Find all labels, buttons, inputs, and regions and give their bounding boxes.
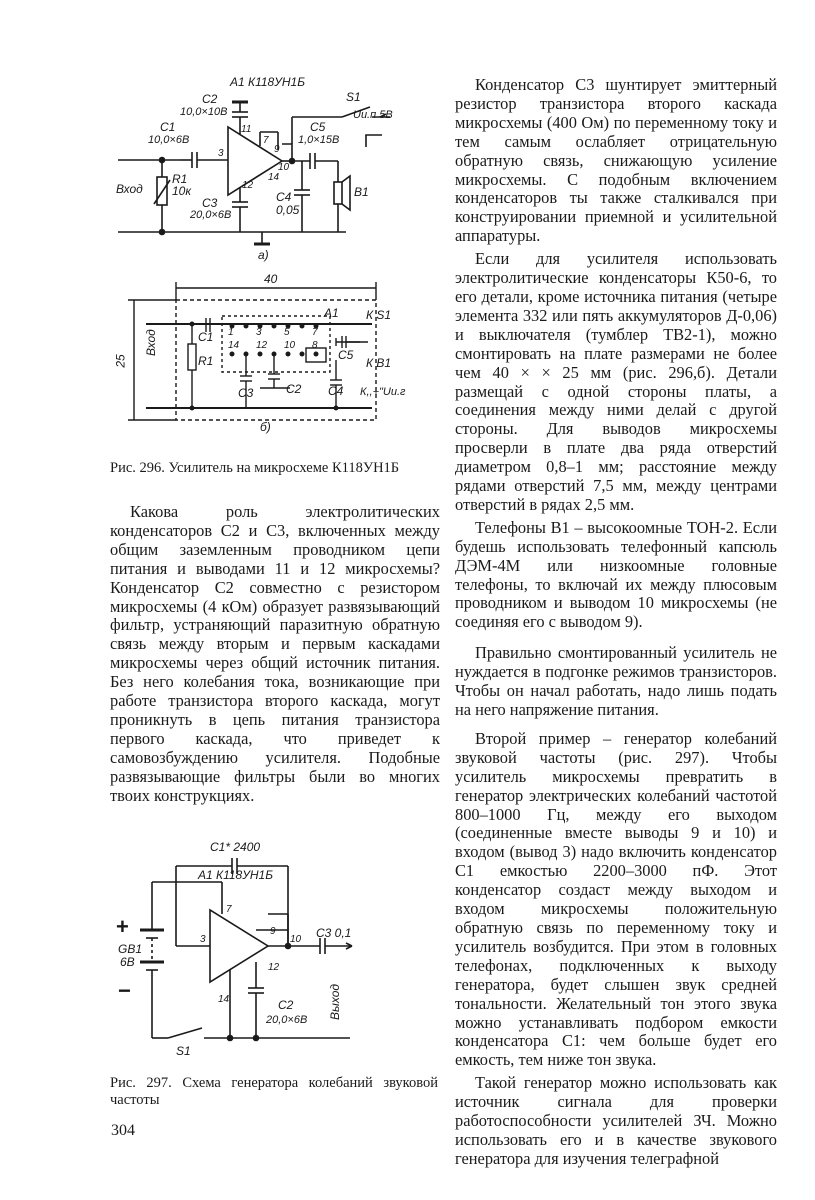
fig296b-labels: 40 25 Вход С1 А1 К S1 R1 С5 К В1 С3 С2 С4 К,,+"Uи.г б) 1 3 5 7 14 12 10 8 bbox=[113, 272, 406, 434]
figure-297-caption: Рис. 297. Схема генератора колебаний звуковой частоты bbox=[110, 1075, 438, 1108]
chip-label: А1 К118УН1Б bbox=[198, 868, 274, 882]
paragraph: Второй пример – генератор колебаний звуковой частоты (рис. 297). Чтобы усилитель микросхемы превратить в генератор электрических колебаний частотой 800–1000 Гц, между его выходом (соединенные вместе выводы 9 и 10) и входом (вывод 3) надо включить конденсатор С1 емкостью 2200–3000 пФ. Этот конденсатор создаст между выходом и входом микросхемы положительную обратную связь по переменному току и усилитель возбудится. При этом в головных телефонах, подключенных к выходу генератора, будет слышен звук средней тональности. Желательный тон этого звука можно устанавливать подбором емкости конденсатора С1: чем больше будет его емкость, тем ниже тон звука. bbox=[455, 728, 777, 1070]
paragraph: Конденсатор С3 шунтирует эмиттерный резистор транзистора второго каскада микросхемы (400 Ом) по переменному току и тем самым ослабляет отрицательную обратную связь, снижающую усиление микросхемы. С подобным включением конденсаторов ты также сталкивался при конструировании приемной и усилительной аппаратуры. bbox=[455, 75, 777, 246]
page-number: 304 bbox=[111, 1122, 135, 1139]
figure-296-caption: Рис. 296. Усилитель на микросхеме К118УН1Б bbox=[110, 460, 400, 476]
paragraph: Какова роль электролитических конденсаторов С2 и С3, включенных между общим заземленным проводником цепи питания и выводами 11 и 12 микросхемы? Конденсатор С2 совместно с резистором микросхемы (4 кОм) образует развязывающий фильтр, устраняющий паразитную обратную связь между вторым и первым каскадами микросхемы через общий источник питания. Без него колебания тока, возникающие при работе транзистора второго каскада, могут проникнуть в цепь питания транзистора первого каскада, что приведет к самовозбуждению усилителя. Подобные развязывающие фильтры были во многих твоих конструкциях. bbox=[110, 502, 440, 805]
input-label: Вход bbox=[116, 182, 143, 196]
left-column-text bbox=[110, 503, 440, 806]
fig296a-labels: А1 К118УН1Б С2 10,0×10В С1 10,0×6В S1 С5 1,0×15В Uи.п 5В Вход R1 10к С4 0,05 В1 С3 20,0×6В а) 11 7 9 3 10 14 12 bbox=[116, 75, 393, 262]
paragraph: Телефоны В1 – высокоомные ТОН-2. Если будешь использовать телефонный капсюль ДЭМ-4М или низкоомные головные телефоны, то включай их между плюсовым проводником и выводом 10 микросхемы (не соединяя его с выводом 9). bbox=[455, 517, 777, 632]
chip-label: А1 К118УН1Б bbox=[230, 75, 306, 89]
paragraph: Такой генератор можно использовать как источник сигнала для проверки работоспособности усилителей ЗЧ. Можно использовать его и в качестве звукового генератора для изучения телеграфной bbox=[455, 1073, 777, 1168]
paragraph: Правильно смонтированный усилитель не нуждается в подгонке режимов транзисторов. Чтобы он начал работать, надо лишь подать на него напряжение питания. bbox=[455, 643, 777, 719]
right-column-text bbox=[455, 76, 777, 1169]
paragraph: Если для усилителя использовать электролитические конденсаторы К50-6, то его детали, кроме источника питания (четыре элемента 332 или пять аккумуляторов Д-0,06) и выключателя (тумблер ТВ2-1), можно смонтировать на плате размерами не более чем 40 × × 25 мм (рис. 296,б). Детали размещай с одной стороны платы, а соединения между ними делай с другой стороны. Для выводов микросхемы просверли в плате два ряда отверстий диаметром 0,8–1 мм; расстояние между рядами отверстий 7,5 мм, между центрами отверстий в рядах 2,5 мм. bbox=[455, 249, 777, 514]
fig297-labels: С1* 2400 А1 К118УН1Б + − GB1 6В С3 0,1 С2 20,0×6В Выход S1 7 9 3 10 12 14 bbox=[116, 840, 352, 1058]
